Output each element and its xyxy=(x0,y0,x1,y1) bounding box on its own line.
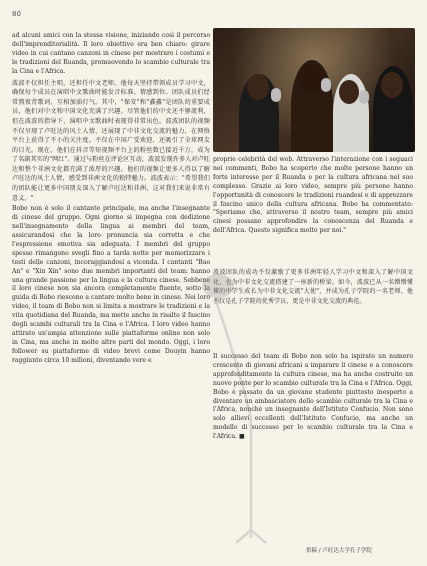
end-mark-icon: ■ xyxy=(238,433,245,441)
left-column xyxy=(12,32,210,368)
page-number: 80 xyxy=(12,10,21,18)
singer-head xyxy=(247,74,269,100)
paragraph-italian-closing: Il successo del team di Bobo non solo ha ispirato un numero crescente di giovani africani a imparare il cinese e a conoscere approfonditamente la cultura cinese, ma ha anche costruito un nuovo ponte per lo scambio culturale tra la Cina e l'Africa. Oggi, Bobo è passato da un giovane studente piuttosto inesperto a diventare un ambasciatore dello scambio culturale tra la Cina e l'Africa, nonché un insegnante dell'Istituto Confucio. Non sono solo allievi eccellenti dell'Istituto Confucio, ma anche un modello di successo per lo scambio culturale tra la Cina e l'Africa. xyxy=(213,353,413,441)
paragraph-chinese-main: 波波不仅担任主唱，还担任中文老师。他每天坚持带领成员学习中文，确保每个成员在演唱中文歌曲时能发音标准、情感到位。团队成员们经常熬夜背歌词，互相加油打气。其中，"保安"和"鑫鑫"是团队的重要成员，他们对中文和中国文化充满了兴趣。尽管他们的中文还不够流利，但在波波的指导下，演唱中文歌曲时表现得非常出色。波波团队的视频不仅呈现了卢旺达的风土人情，还展现了中非文化交流的魅力，在网络平台上获得了不小的关注度。不仅在中国广受欢迎，还吸引了全球网友的目光。现在，他们在抖音等短视频平台上的粉丝数已接近千万，成为了名副其实的"网红"。通过与粉丝在评论区互动，波波发现许多人对卢旺达和整个非洲文化都充满了浓厚的兴趣。他们的视频让更多人得以了解卢旺达的风土人情，感受到非洲文化的独特魅力。波波表示："希望我们的团队能让更多中国朋友深入了解卢旺达和非洲，这对我们来说非常有意义。" xyxy=(12,79,210,202)
singer-head xyxy=(381,72,403,98)
microphone-icon xyxy=(359,90,369,104)
right-column-italian-continuation: proprie celebrità del web. Attraverso l'interazione con i seguaci nei commenti, Bobo ha scoperto che molte persone hanno un forte interesse per il Ruanda e per la cultura africana nel suo complesso. Grazie ai loro video, sempre più persone hanno l'opportunità di conoscere le tradizioni ruandesi e di apprezzare il fascino unico della cultura africana. Bobo ha commentato: "Speriamo che, attraverso il nostro team, sempre più amici cinesi possano approfondire la conoscenza del Ruanda e dell'Africa. Questo significa molto per noi." xyxy=(213,156,413,235)
paragraph-italian-main: Bobo non è solo il cantante principale, ma anche l'insegnante di cinese del gruppo. Ogni giorno si impegna con dedizione nell'insegnamento della lingua ai membri del team, assicurandosi che la loro pronuncia sia corretta e che l'espressione emotiva sia adeguata. I membri del gruppo spesso rimangono svegli fino a tarda notte per memorizzare i testi delle canzoni, incoraggiandosi a vicenda. I cantanti "Bao An" e "Xin Xin" sono due membri importanti del team: hanno una grande passione per la lingua e la cultura cinese. Sebbene il loro cinese non sia ancora completamente fluente, sotto la guida di Bobo riescono a cantare molto bene in cinese. Nei loro video, il team di Bobo non si limita a mostrare le tradizioni e la vita quotidiana del Ruanda, ma mette anche in risalto il fascino degli scambi culturali tra la Cina e l'Africa. I loro video hanno attirato un'ampia attenzione sulle piattaforme online non solo in Cina, ma anche in molte altre parti del mondo. Oggi, i loro follower su piattaforme di video brevi come Douyin hanno raggiunto circa 10 milioni, diventando vere e xyxy=(12,205,210,364)
microphone-icon xyxy=(321,78,331,92)
band-photo xyxy=(213,28,415,152)
photo-credit: 供稿 / 卢旺达大学孔子学院 xyxy=(306,548,372,554)
paragraph-italian-intro: ad alcuni amici con la stessa visione, iniziando così il percorso dell'imprenditorialità. Il loro obiettivo era ben chiaro: girare video in cui cantano canzoni in cinese per mostrare i costumi e le tradizioni del Ruanda, promuovendo lo scambio culturale tra la Cina e l'Africa. xyxy=(12,32,210,75)
singer-head xyxy=(339,80,359,104)
right-column-italian-closing xyxy=(213,353,413,442)
singer-head xyxy=(299,64,323,92)
microphone-icon xyxy=(271,88,281,102)
right-column-chinese: 波波团队的成功不仅激励了更多非洲年轻人学习中文和深入了解中国文化，也为中非文化交流搭建了一座新的桥梁。如今，波波已从一名懵懵懂懂的中学生成长为中非文化交流"大使"，并成为孔子学院的一名老师。他不仅是孔子学院的优秀学员，更是中非文化交流的典范。 xyxy=(213,269,413,305)
